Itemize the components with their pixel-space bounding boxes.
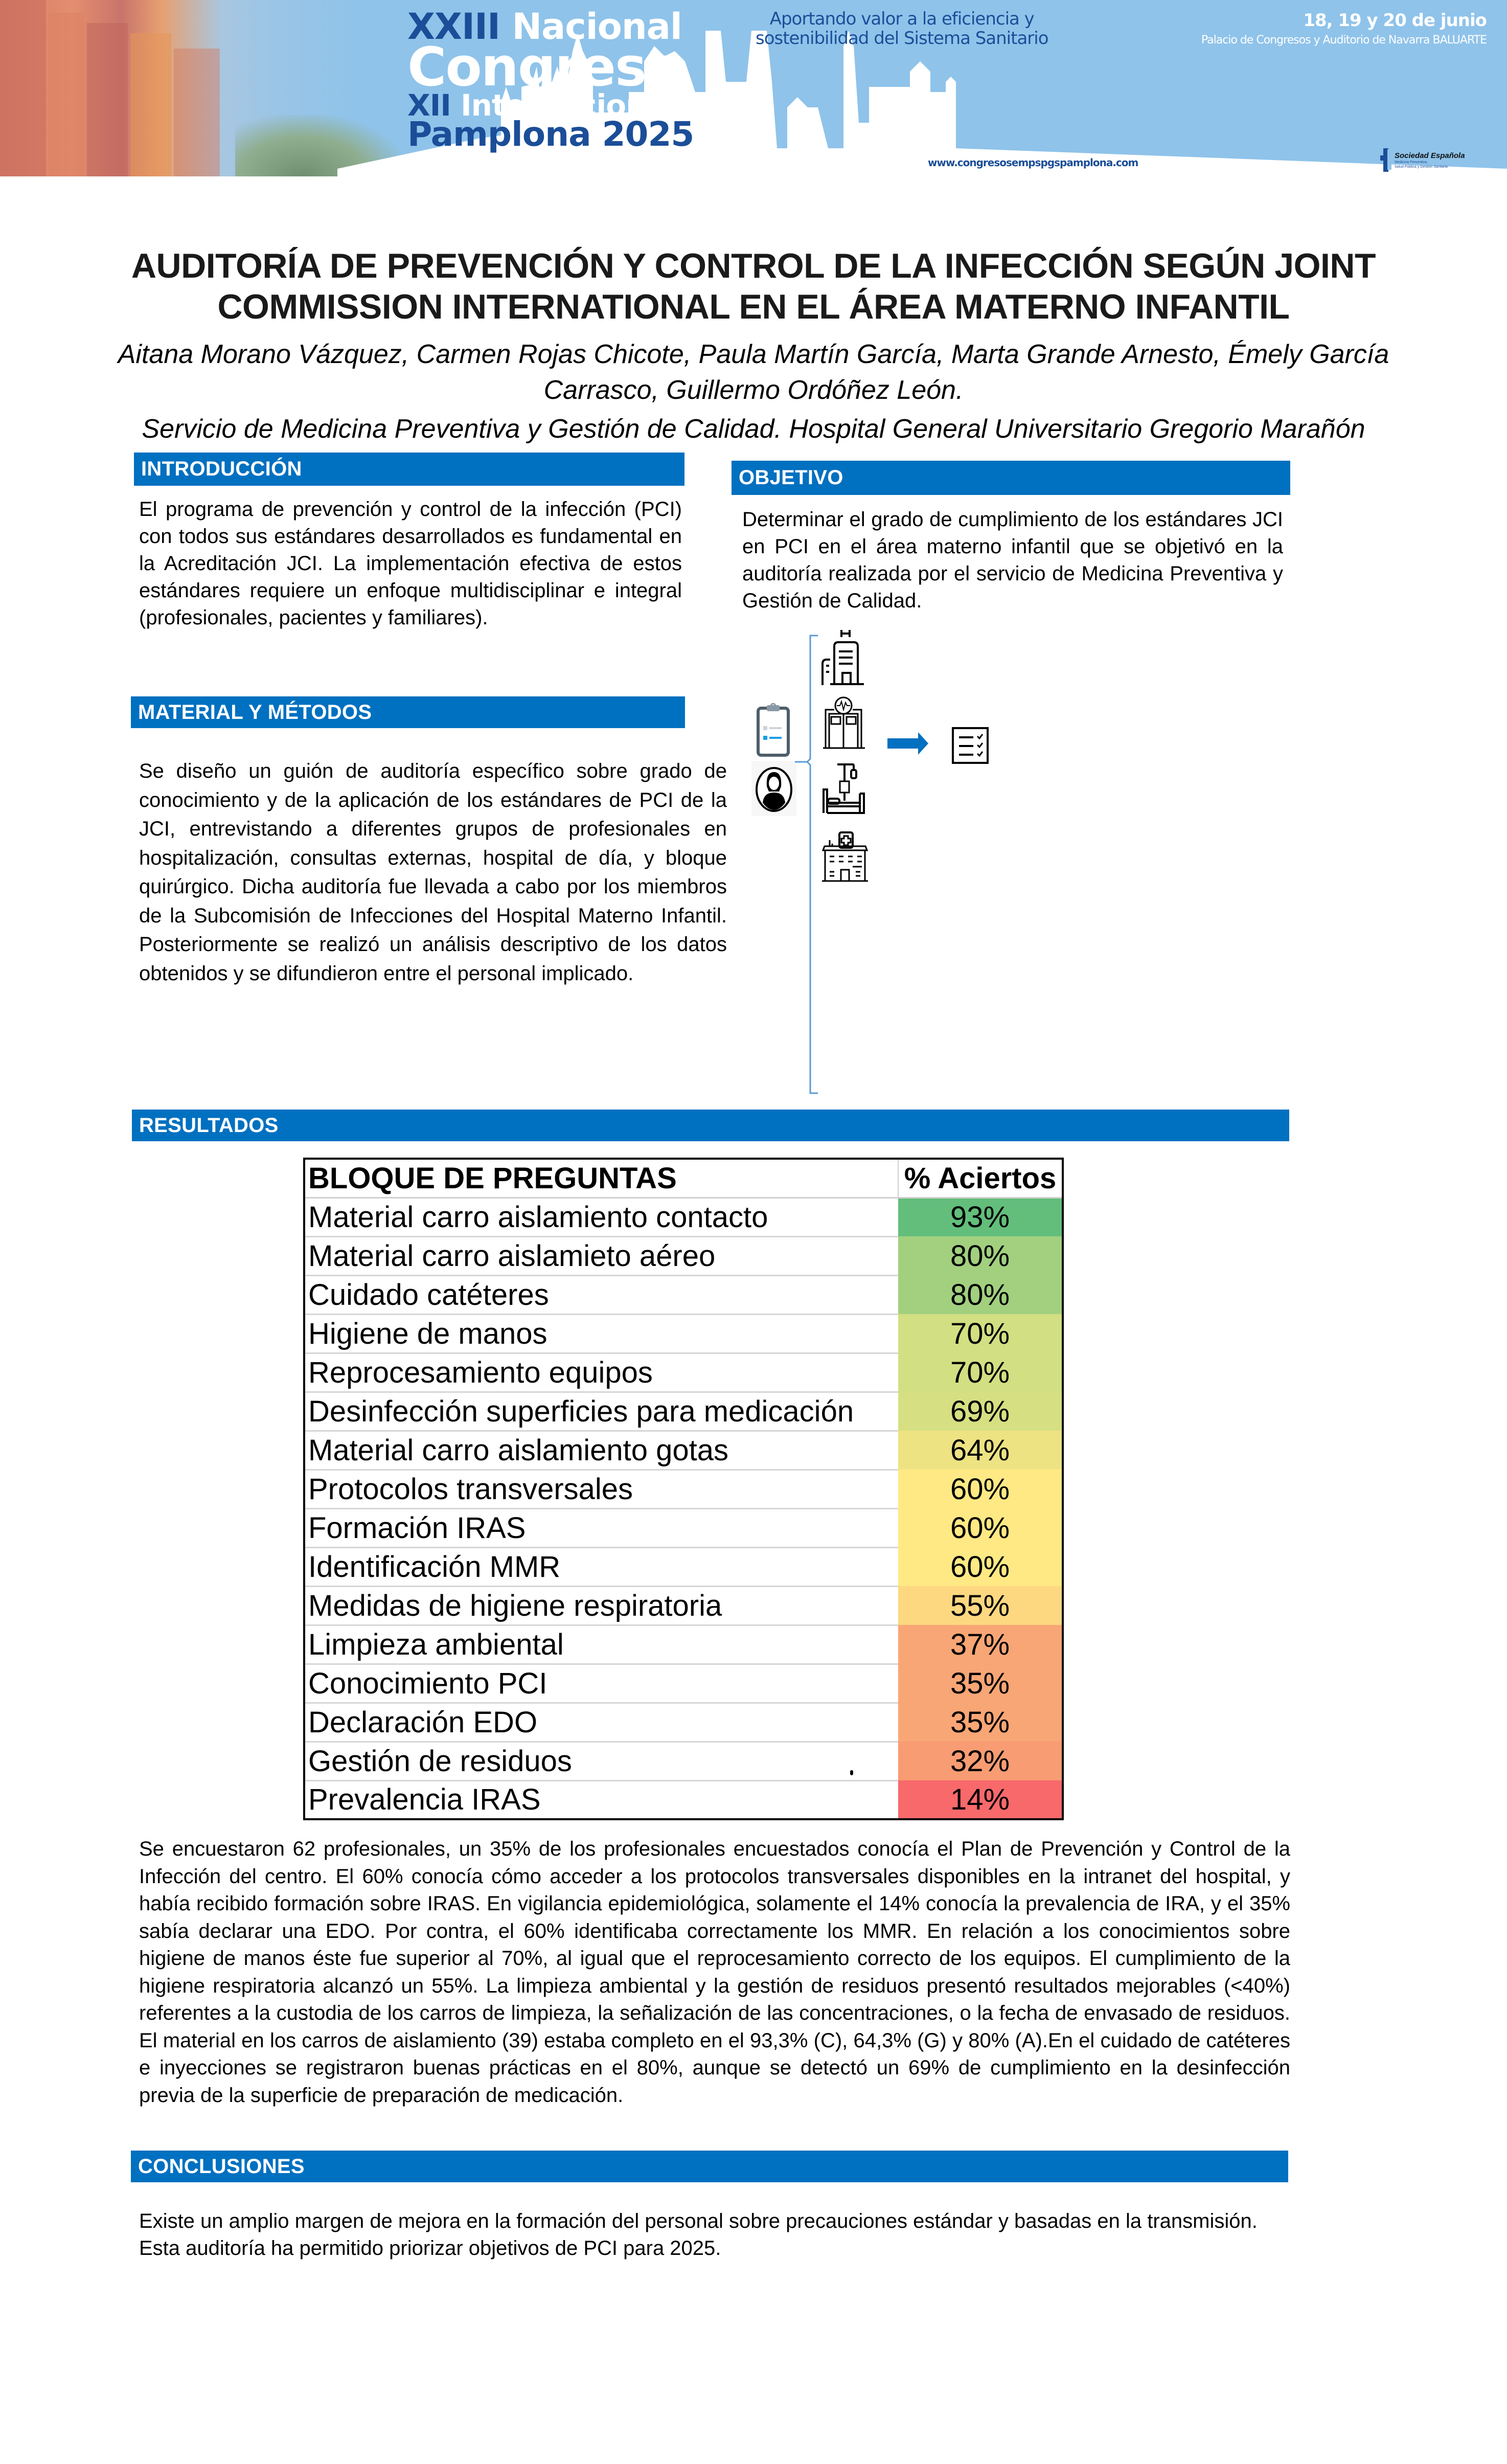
question-block-label: Declaración EDO [304, 1703, 898, 1742]
congress-dates: 18, 19 y 20 de junio Palacio de Congresos y Auditorio de Navarra BALUARTE [1201, 10, 1487, 47]
column-header-bloque: BLOQUE DE PREGUNTAS [304, 1159, 898, 1197]
table-row [304, 1236, 1063, 1275]
question-block-label: Reprocesamiento equipos [304, 1353, 898, 1392]
material-metodos-text: Se diseño un guión de auditoría específico sobre grado de conocimiento y de la aplicación de los estándares de PCI de la JCI, entrevistando a diferentes grupos de profesionales en hospitalización, consultas externas, hospital de día, y bloque quirúrgico. Dicha auditoría fue llevada a cabo por los miembros de la Subcomisión de Infecciones del Hospital Materno Infantil. Posteriormente se realizó un análisis descriptivo de los datos obtenidos y se difundieron entre el personal implicado. [139, 760, 727, 985]
conclusiones-text: Existe un amplio margen de mejora en la formación del personal sobre precauciones estándar y basadas en la transmisión. Esta auditoría ha permitido priorizar objetivos de PCI para 2025. [139, 2210, 1258, 2259]
percent-correct-cell: 93% [898, 1197, 1063, 1236]
table-body [304, 1197, 1063, 1819]
table-row [304, 1547, 1063, 1586]
percent-correct-cell: 55% [898, 1586, 1063, 1625]
table-row [304, 1431, 1063, 1470]
percent-correct-cell: 80% [898, 1236, 1063, 1275]
question-block-label: Protocolos transversales [304, 1470, 898, 1508]
section-heading-conclusiones: CONCLUSIONES [131, 2151, 1288, 2182]
percent-correct-cell: 37% [898, 1625, 1063, 1664]
table-row [304, 1470, 1063, 1508]
percent-correct-cell: 69% [898, 1392, 1063, 1431]
operating-room-icon [823, 695, 867, 750]
question-block-label: Conocimiento PCI [304, 1664, 898, 1703]
congress-banner [0, 0, 1507, 176]
column-header-aciertos: % Aciertos [898, 1159, 1063, 1197]
question-block-label: Higiene de manos [304, 1314, 898, 1353]
percent-correct-cell: 70% [898, 1314, 1063, 1353]
percent-correct-cell: 64% [898, 1431, 1063, 1470]
table-row [304, 1742, 1063, 1780]
methods-diagram [746, 624, 1309, 1094]
bracket-connector [795, 634, 820, 1094]
checklist-icon [952, 727, 989, 764]
table-row [304, 1275, 1063, 1314]
poster-header [0, 245, 1507, 447]
percent-correct-cell: 70% [898, 1353, 1063, 1392]
question-block-label: Cuidado catéteres [304, 1275, 898, 1314]
table-header-row [304, 1159, 1063, 1197]
table-row [304, 1586, 1063, 1625]
resultados-text: Se encuestaron 62 profesionales, un 35% de los profesionales encuestados conocía el Plan de Prevención y Control de la Infección del centro. El 60% conocía cómo acceder a los protocolos transversales disponibles en la intranet del hospital, y había recibido formación sobre IRAS. En vigilancia epidemiológica, solamente el 14% conocía la prevalencia de IRA, y el 35% sabía declarar una EDO. Por contra, el 60% identificaba correctamente los MMR. En relación a los conocimientos sobre higiene de manos éste fue superior al 70%, al igual que el reprocesamiento correcto de los equipos. El cumplimiento de la higiene respiratoria alcanzó un 55%. La limpieza ambiental y la gestión de residuos presentó resultados mejorables (<40%) referentes a la custodia de los carros de limpieza, la señalización de las concentraciones, o la fecha de envasado de residuos. El material en los carros de aislamiento (39) estaba completo en el 93,3% (C), 64,3% (G) y 80% (A).En el cuidado de catéteres e inyecciones se registraron buenas prácticas en el 80%, aunque se detectó un 69% de cumplimiento en la desinfección previa de la superficie de preparación de medicación. [139, 1838, 1290, 2107]
hospital-bed-icon [822, 763, 865, 814]
percent-correct-cell: 14% [898, 1780, 1063, 1819]
question-block-label: Gestión de residuos [304, 1742, 898, 1780]
table-row [304, 1197, 1063, 1236]
table-row [304, 1780, 1063, 1819]
section-heading-introduccion: INTRODUCCIÓN [134, 453, 684, 486]
hospital-building-icon [821, 628, 865, 685]
clipboard-icon [757, 703, 790, 757]
author-list: Aitana Morano Vázquez, Carmen Rojas Chicote, Paula Martín García, Marta Grande Arnesto, Émely García Carrasco, Guillermo Ordóñez León. [118, 340, 1389, 405]
introduccion-text: El programa de prevención y control de la infección (PCI) con todos sus estándares desarrollados es fundamental en la Acreditación JCI. La implementación efectiva de estos estándares requiere un enfoque multidisciplinar e integral (profesionales, pacientes y familiares). [139, 498, 682, 629]
section-heading-objetivo: OBJETIVO [732, 461, 1290, 495]
question-block-label: Material carro aislamieto aéreo [304, 1236, 898, 1275]
percent-correct-cell: 35% [898, 1703, 1063, 1742]
table-row [304, 1664, 1063, 1703]
society-cross-icon [1380, 148, 1391, 172]
stray-mark [850, 1770, 853, 1775]
table-row [304, 1508, 1063, 1547]
question-block-label: Identificación MMR [304, 1547, 898, 1586]
table-row [304, 1625, 1063, 1664]
percent-correct-cell: 80% [898, 1275, 1063, 1314]
congress-title: XXIII Nacional Congreso XII Internacional Pamplona 2025 [407, 6, 694, 154]
question-block-label: Medidas de higiene respiratoria [304, 1586, 898, 1625]
doctor-icon [751, 761, 796, 816]
congress-website-link[interactable]: www.congresosempspgspamplona.com [928, 156, 1138, 169]
percent-correct-cell: 60% [898, 1470, 1063, 1508]
question-block-label: Desinfección superficies para medicación [304, 1392, 898, 1431]
poster-title: AUDITORÍA DE PREVENCIÓN Y CONTROL DE LA INFECCIÓN SEGÚN JOINT COMMISSION INTERNATIONAL EN EL ÁREA MATERNO INFANTIL [131, 246, 1376, 326]
percent-correct-cell: 60% [898, 1508, 1063, 1547]
table-row [304, 1392, 1063, 1431]
results-table [303, 1158, 1064, 1820]
arrow-right-icon [887, 732, 928, 755]
question-block-label: Material carro aislamiento contacto [304, 1197, 898, 1236]
percent-correct-cell: 32% [898, 1742, 1063, 1780]
section-heading-resultados: RESULTADOS [132, 1110, 1289, 1141]
percent-correct-cell: 35% [898, 1664, 1063, 1703]
congress-tagline: Aportando valor a la eficiencia y sostenibilidad del Sistema Sanitario [756, 9, 1048, 49]
table-row [304, 1353, 1063, 1392]
affiliation: Servicio de Medicina Preventiva y Gestión de Calidad. Hospital General Universitario Gregorio Marañón [142, 414, 1365, 444]
table-row [304, 1703, 1063, 1742]
question-block-label: Limpieza ambiental [304, 1625, 898, 1664]
section-heading-material-metodos: MATERIAL Y MÉTODOS [131, 696, 685, 728]
question-block-label: Prevalencia IRAS [304, 1780, 898, 1819]
society-logo: Sociedad Española Medicina Preventiva, Salud Pública y Gestión Sanitaria [1380, 148, 1465, 172]
table-row [304, 1314, 1063, 1353]
question-block-label: Material carro aislamiento gotas [304, 1431, 898, 1470]
objetivo-text: Determinar el grado de cumplimiento de los estándares JCI en PCI en el área materno infantil que se objetivó en la auditoría realizada por el servicio de Medicina Preventiva y Gestión de Calidad. [742, 508, 1283, 612]
hospital-clinic-icon [822, 831, 868, 882]
question-block-label: Formación IRAS [304, 1508, 898, 1547]
percent-correct-cell: 60% [898, 1547, 1063, 1586]
